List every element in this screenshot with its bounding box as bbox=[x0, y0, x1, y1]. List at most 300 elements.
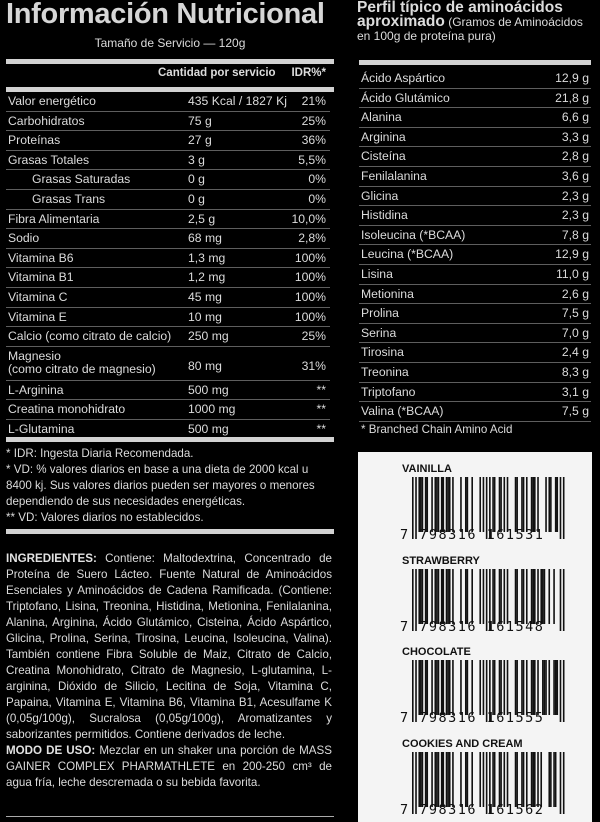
barcode-bar bbox=[446, 752, 448, 807]
barcode-bar bbox=[540, 569, 542, 624]
barcode-bar bbox=[426, 660, 428, 715]
barcode-bar bbox=[555, 752, 557, 807]
barcode-bar bbox=[537, 569, 539, 624]
barcode-bar bbox=[438, 752, 440, 807]
barcode-bar bbox=[443, 660, 445, 715]
barcode-bar bbox=[537, 660, 539, 715]
nutrient-idr: ** bbox=[316, 382, 326, 397]
amino-name: Isoleucina (*BCAA) bbox=[361, 227, 466, 242]
barcode-bar bbox=[436, 477, 438, 532]
table-row bbox=[359, 285, 591, 305]
divider bbox=[359, 60, 591, 65]
barcode-bar bbox=[534, 569, 536, 624]
barcode-bar bbox=[447, 569, 449, 624]
nutrient-name: Vitamina B6 bbox=[8, 250, 74, 265]
divider bbox=[6, 816, 334, 817]
barcode-bar bbox=[504, 752, 506, 807]
barcode-bar bbox=[452, 569, 454, 624]
barcode-bar bbox=[425, 660, 427, 715]
table-row bbox=[359, 245, 591, 265]
header-idr: IDR%* bbox=[291, 67, 326, 79]
barcode-bar bbox=[436, 660, 438, 715]
barcode-bar bbox=[479, 752, 481, 807]
table-row bbox=[359, 343, 591, 363]
footnotes bbox=[6, 446, 332, 526]
amino-title: Perfil típico de aminoácidos aproximado (Gramos de Aminoácidos en 100g de proteína pura) bbox=[357, 0, 583, 43]
table-row bbox=[6, 268, 330, 288]
barcode-bar bbox=[465, 660, 467, 715]
nutrient-idr: 36% bbox=[301, 133, 326, 148]
nutrient-amount: 250 mg bbox=[188, 329, 229, 344]
barcode-bar bbox=[422, 660, 424, 715]
amino-value: 3,1 g bbox=[561, 384, 589, 399]
barcode-bar bbox=[441, 477, 443, 532]
barcode-bar bbox=[467, 660, 469, 715]
barcode-bar bbox=[516, 752, 518, 807]
amino-value: 3,6 g bbox=[561, 168, 589, 183]
barcode-bar bbox=[418, 660, 420, 715]
barcode-bar bbox=[431, 569, 433, 624]
table-row bbox=[359, 69, 591, 89]
nutrient-name: L-Glutamina bbox=[8, 421, 75, 436]
nutrient-amount: 27 g bbox=[188, 133, 212, 148]
barcode-bar bbox=[467, 569, 469, 624]
barcode-bar bbox=[521, 477, 523, 532]
table-row bbox=[359, 383, 591, 403]
barcode-bar bbox=[499, 752, 501, 807]
barcode-bar bbox=[434, 569, 436, 624]
barcode-bar bbox=[425, 477, 427, 532]
footnote: * IDR: Ingesta Diaria Recomendada. bbox=[6, 447, 194, 460]
nutrient-idr: 10,0% bbox=[291, 211, 326, 226]
barcode-bar bbox=[531, 477, 533, 532]
barcode-bar bbox=[449, 752, 451, 807]
amino-value: 3,3 g bbox=[561, 129, 589, 144]
nutrient-name: Vitamina E bbox=[8, 309, 67, 324]
barcode-bar bbox=[420, 569, 422, 624]
amino-value: 7,0 g bbox=[561, 325, 589, 340]
amino-name: Lisina bbox=[361, 266, 393, 281]
amino-table bbox=[359, 69, 591, 422]
barcode-bar bbox=[449, 660, 451, 715]
amino-name: Treonina bbox=[361, 364, 409, 379]
barcode-bar bbox=[483, 752, 485, 807]
table-row bbox=[359, 324, 591, 344]
barcode-bar bbox=[504, 569, 506, 624]
nutrient-amount: 435 Kcal / 1827 Kj bbox=[188, 94, 287, 108]
barcode-bar bbox=[537, 752, 539, 807]
nutrient-amount: 2,5 g bbox=[188, 211, 216, 226]
amino-name: Arginina bbox=[361, 129, 406, 144]
barcode-bar bbox=[515, 752, 517, 807]
nutrient-idr: ** bbox=[316, 402, 326, 417]
barcode-bar bbox=[465, 569, 467, 624]
barcode-bar bbox=[443, 752, 445, 807]
barcode-bar bbox=[494, 477, 496, 532]
table-row bbox=[359, 167, 591, 187]
table-row bbox=[359, 89, 591, 109]
barcode-bar bbox=[438, 569, 440, 624]
table-row bbox=[359, 304, 591, 324]
barcode-bar bbox=[479, 660, 481, 715]
barcode-bar bbox=[499, 569, 501, 624]
barcode-bar bbox=[499, 477, 501, 532]
nutrient-name: Creatina monohidrato bbox=[8, 402, 126, 417]
barcode-bar bbox=[431, 477, 433, 532]
amino-value: 11,0 g bbox=[556, 266, 589, 281]
barcode-bar bbox=[431, 660, 433, 715]
barcode-bar bbox=[555, 477, 557, 532]
table-row bbox=[359, 265, 591, 285]
barcode-bar bbox=[500, 752, 502, 807]
barcode-bar bbox=[483, 569, 485, 624]
barcode-bar bbox=[521, 569, 523, 624]
amino-name: Metionina bbox=[361, 286, 414, 301]
barcode-bar bbox=[431, 752, 433, 807]
divider bbox=[6, 437, 334, 442]
barcode-bar bbox=[531, 752, 533, 807]
table-row bbox=[359, 206, 591, 226]
barcode-bar bbox=[563, 660, 565, 722]
barcode-bar bbox=[542, 660, 544, 715]
barcode-bar bbox=[441, 569, 443, 624]
barcode-bar bbox=[420, 660, 422, 715]
barcode-bar bbox=[534, 660, 536, 715]
nutrient-name: Valor energético bbox=[8, 94, 96, 108]
nutrient-idr: 100% bbox=[294, 250, 326, 265]
barcode-bar bbox=[436, 569, 438, 624]
barcode-bar bbox=[555, 660, 557, 715]
barcode-bar bbox=[443, 477, 445, 532]
barcode-bar bbox=[563, 752, 565, 814]
barcode-bar bbox=[446, 569, 448, 624]
barcode-number: 7 798316 161548 bbox=[400, 618, 545, 635]
barcode-bar bbox=[531, 569, 533, 624]
nutrient-idr: 100% bbox=[294, 309, 326, 324]
nutrient-idr: ** bbox=[316, 421, 326, 436]
nutrient-name: L-Arginina bbox=[8, 382, 64, 397]
amino-name: Leucina (*BCAA) bbox=[361, 247, 454, 262]
amino-value: 12,9 g bbox=[555, 71, 589, 85]
table-row bbox=[6, 92, 330, 112]
nutrient-idr: 0% bbox=[308, 191, 326, 206]
barcode-bar bbox=[500, 660, 502, 715]
barcode-bar bbox=[526, 752, 528, 807]
nutrient-amount: 500 mg bbox=[188, 382, 229, 397]
barcode-bar bbox=[452, 660, 454, 715]
barcode-bar bbox=[492, 660, 494, 715]
nutrient-name: Sodio bbox=[8, 231, 40, 246]
table-row bbox=[6, 347, 330, 381]
amino-name: Serina bbox=[361, 325, 397, 340]
nutrition-title: Información Nutricional bbox=[6, 0, 325, 30]
table-row bbox=[6, 288, 330, 308]
barcode-bar bbox=[420, 477, 422, 532]
barcode-bar bbox=[548, 569, 550, 624]
amino-value: 7,5 g bbox=[561, 404, 589, 419]
amino-name: Fenilalanina bbox=[361, 168, 427, 183]
amino-value: 12,9 g bbox=[555, 247, 589, 262]
table-row bbox=[6, 170, 330, 190]
barcode-bar bbox=[523, 660, 525, 715]
barcode-bar bbox=[452, 752, 454, 807]
barcode-cookies-and-cream bbox=[358, 729, 592, 821]
barcode-bar bbox=[465, 477, 467, 532]
barcode-bar bbox=[426, 752, 428, 807]
amino-name: Ácido Aspártico bbox=[361, 71, 446, 85]
table-row bbox=[359, 128, 591, 148]
table-row bbox=[6, 112, 330, 132]
barcode-strawberry bbox=[358, 546, 592, 638]
table-row bbox=[6, 210, 330, 230]
table-row bbox=[6, 229, 330, 249]
barcode-bar bbox=[483, 477, 485, 532]
barcode-bar bbox=[499, 660, 501, 715]
amino-name: Valina (*BCAA) bbox=[361, 404, 444, 419]
nutrient-name: Grasas Saturadas bbox=[32, 172, 131, 187]
nutrient-amount: 500 mg bbox=[188, 421, 229, 436]
amino-name: Histidina bbox=[361, 208, 408, 223]
barcode-bar bbox=[500, 569, 502, 624]
amino-name: Triptofano bbox=[361, 384, 416, 399]
barcode-bar bbox=[465, 752, 467, 807]
amino-name: Tirosina bbox=[361, 345, 404, 360]
barcode-bar bbox=[460, 752, 462, 807]
barcode-bar bbox=[436, 752, 438, 807]
barcode-bar bbox=[449, 477, 451, 532]
usage bbox=[6, 743, 332, 791]
barcode-bar bbox=[434, 477, 436, 532]
barcode-bar bbox=[471, 477, 473, 532]
barcode-bar bbox=[449, 569, 451, 624]
barcode-bar bbox=[422, 569, 424, 624]
barcode-bar bbox=[492, 752, 494, 807]
nutrient-name: Grasas Totales bbox=[8, 152, 90, 167]
barcode-bar bbox=[534, 752, 536, 807]
nutrient-name: Calcio (como citrato de calcio) bbox=[8, 329, 172, 344]
barcode-bar bbox=[532, 569, 534, 624]
nutrient-amount: 0 g bbox=[188, 172, 205, 187]
table-row bbox=[6, 151, 330, 171]
barcode-bar bbox=[550, 477, 552, 532]
barcode-bar bbox=[460, 477, 462, 532]
barcode-bar bbox=[467, 477, 469, 532]
barcode-number: 7 798316 161531 bbox=[400, 527, 545, 543]
barcode-bar bbox=[542, 569, 544, 624]
barcode-bar bbox=[553, 569, 555, 624]
barcode-bar bbox=[446, 477, 448, 532]
table-row bbox=[6, 249, 330, 269]
table-row bbox=[359, 226, 591, 246]
usage-label: MODO DE USO: bbox=[6, 744, 96, 757]
nutrient-idr: 0% bbox=[308, 172, 326, 187]
nutrient-amount: 80 mg bbox=[188, 358, 222, 373]
nutrient-idr: 2,8% bbox=[298, 231, 326, 246]
barcode-bar bbox=[441, 660, 443, 715]
barcode-bar bbox=[544, 569, 546, 624]
nutrient-name: Grasas Trans bbox=[32, 191, 106, 206]
barcode-bar bbox=[443, 569, 445, 624]
table-row bbox=[359, 187, 591, 207]
barcode-bar bbox=[553, 752, 555, 807]
nutrient-name: Magnesio (como citrato de magnesio) bbox=[8, 348, 156, 376]
barcode-bar bbox=[537, 477, 539, 532]
barcode-bar bbox=[516, 477, 518, 532]
amino-value: 7,8 g bbox=[561, 227, 589, 242]
barcode-bar bbox=[500, 477, 502, 532]
barcode-bar bbox=[452, 477, 454, 532]
amino-name: Ácido Glutámico bbox=[361, 90, 450, 105]
barcode-bar bbox=[494, 569, 496, 624]
barcode-bar bbox=[460, 660, 462, 715]
barcode-bar bbox=[434, 660, 436, 715]
barcode-bar bbox=[441, 752, 443, 807]
barcode-vainilla bbox=[358, 454, 592, 546]
footnote: ** VD: Valores diarios no establecidos. bbox=[6, 511, 204, 524]
barcode-bar bbox=[447, 477, 449, 532]
barcode-bar bbox=[540, 752, 542, 807]
amino-value: 2,6 g bbox=[561, 286, 589, 301]
barcode-bar bbox=[494, 752, 496, 807]
barcode-number: 7 798316 161562 bbox=[400, 801, 545, 818]
nutrient-amount: 1,2 mg bbox=[188, 270, 226, 285]
amino-value: 2,4 g bbox=[561, 345, 589, 360]
ingredients-label: INGREDIENTES: bbox=[6, 552, 97, 565]
barcode-bar bbox=[526, 569, 528, 624]
barcode-bar bbox=[532, 477, 534, 532]
table-row bbox=[359, 147, 591, 167]
nutrient-idr: 100% bbox=[294, 270, 326, 285]
nutrient-idr: 25% bbox=[301, 329, 326, 344]
table-header bbox=[6, 67, 330, 87]
barcode-bar bbox=[548, 477, 550, 532]
barcode-bar bbox=[507, 477, 509, 532]
amino-name: Alanina bbox=[361, 110, 402, 125]
barcode-number: 7 798316 161555 bbox=[400, 710, 545, 726]
nutrient-name: Carbohidratos bbox=[8, 113, 85, 128]
barcode-bar bbox=[556, 660, 558, 715]
barcode-bar bbox=[446, 660, 448, 715]
barcode-bar bbox=[563, 477, 565, 539]
barcode-bar bbox=[425, 569, 427, 624]
barcode-bar bbox=[492, 477, 494, 532]
barcode-bar bbox=[467, 752, 469, 807]
barcode-bar bbox=[507, 569, 509, 624]
nutrient-idr: 31% bbox=[301, 358, 326, 373]
barcode-bar bbox=[550, 752, 552, 807]
table-row bbox=[6, 308, 330, 328]
barcode-bar bbox=[526, 660, 528, 715]
barcode-bar bbox=[426, 569, 428, 624]
barcode-bar bbox=[438, 660, 440, 715]
barcode-bar bbox=[548, 660, 550, 715]
nutrient-name: Vitamina B1 bbox=[8, 270, 74, 285]
ingredients-text: Contiene: Maltodextrina, Concentrado de Proteína de Suero Lácteo. Fuente Natural de Aminoácidos Esenciales y Aminoácidos de Cadena Ramificada. (Contiene: Triptofano, Lisina, Treonina, Histidina, Metionina, Fenilalanina, Alanina, Arginina, Ácido Glutámico, Cisteina, Ácido Aspártico, Glicina, Prolina, Serina, Tirosina, Leucina, Isoleucina, Valina). También contiene Fibra Soluble de Maiz, Citrato de Calcio, Creatina Monohidrato, Citrato de Magnesio, L-glutamina, L-arginina, Dióxido de Silicio, Lecitina de Soja, Vitamina C, Papaina, Vitamina E, Vitamina B6, Vitamina B1, Acesulfame K (0,05g/100g), Sucralosa (0,05g/100g), Aromatizantes y saborizantes permitidos. Contiene derivados de leche. bbox=[6, 552, 332, 741]
barcode-bar bbox=[447, 752, 449, 807]
nutrient-amount: 1000 mg bbox=[188, 402, 236, 417]
table-row bbox=[6, 381, 330, 401]
barcode-bar bbox=[545, 660, 547, 715]
barcode-bar bbox=[422, 477, 424, 532]
barcode-bar bbox=[521, 752, 523, 807]
barcode-bar bbox=[526, 477, 528, 532]
barcode-bar bbox=[425, 752, 427, 807]
barcode-bar bbox=[523, 477, 525, 532]
barcode-bar bbox=[515, 569, 517, 624]
amino-name: Cisteína bbox=[361, 149, 406, 164]
table-row bbox=[359, 363, 591, 383]
flavor-label: COOKIES AND CREAM bbox=[402, 737, 523, 750]
nutrient-idr: 5,5% bbox=[298, 152, 326, 167]
barcode-bar bbox=[563, 569, 565, 631]
barcode-bar bbox=[532, 752, 534, 807]
serving-size: Tamaño de Servicio — 120g bbox=[94, 36, 246, 50]
barcode-bar bbox=[494, 660, 496, 715]
barcode-bar bbox=[418, 477, 420, 532]
barcode-bar bbox=[434, 752, 436, 807]
nutrient-amount: 3 g bbox=[188, 152, 205, 167]
nutrient-idr: 21% bbox=[301, 94, 326, 108]
table-row bbox=[6, 131, 330, 151]
barcode-bar bbox=[531, 660, 533, 715]
table-row bbox=[6, 190, 330, 210]
flavor-label: STRAWBERRY bbox=[402, 554, 480, 567]
table-row bbox=[6, 400, 330, 420]
amino-value: 21,8 g bbox=[555, 90, 589, 105]
footnote: * VD: % valores diarios en base a una dieta de 2000 kcal u 8400 kj. Sus valores diarios pueden ser mayores o menores dependiendo de sus necesidades energéticas. bbox=[6, 463, 315, 508]
barcode-bar bbox=[532, 660, 534, 715]
nutrient-idr: 25% bbox=[301, 113, 326, 128]
barcode-bar bbox=[523, 752, 525, 807]
barcode-chocolate bbox=[358, 637, 592, 729]
barcode-bar bbox=[418, 752, 420, 807]
table-row bbox=[6, 327, 330, 347]
barcode-bar bbox=[479, 477, 481, 532]
barcode-bar bbox=[479, 569, 481, 624]
barcode-bar bbox=[483, 660, 485, 715]
barcode-bar bbox=[492, 569, 494, 624]
nutrient-idr: 100% bbox=[294, 289, 326, 304]
barcode-bar bbox=[471, 660, 473, 715]
usage-text: Mezclar en un shaker una porción de MASS GAINER COMPLEX PHARMATHLETE en 200-250 cm³ de agua fría, leche descremada o su bebida favorita. bbox=[6, 744, 332, 789]
nutrient-amount: 0 g bbox=[188, 191, 205, 206]
barcode-bar bbox=[507, 752, 509, 807]
barcode-bar bbox=[507, 660, 509, 715]
barcode-bar bbox=[504, 477, 506, 532]
barcode-bar bbox=[515, 477, 517, 532]
barcode-bar bbox=[523, 569, 525, 624]
barcode-bar bbox=[521, 660, 523, 715]
nutrient-amount: 75 g bbox=[188, 113, 212, 128]
flavor-label: VAINILLA bbox=[402, 463, 452, 475]
barcode-bar bbox=[534, 477, 536, 532]
nutrient-amount: 45 mg bbox=[188, 289, 222, 304]
barcode-bar bbox=[447, 660, 449, 715]
header-amount: Cantidad por servicio bbox=[158, 67, 276, 79]
barcode-bar bbox=[548, 752, 550, 807]
divider bbox=[6, 59, 334, 64]
barcode-bar bbox=[418, 569, 420, 624]
barcode-bar bbox=[556, 477, 558, 532]
barcode-panel bbox=[358, 452, 592, 822]
amino-value: 7,5 g bbox=[561, 306, 589, 321]
ingredients bbox=[6, 551, 332, 743]
flavor-label: CHOCOLATE bbox=[402, 646, 471, 658]
barcode-bar bbox=[545, 477, 547, 532]
barcode-bar bbox=[471, 569, 473, 624]
amino-value: 2,8 g bbox=[561, 149, 589, 164]
nutrition-table bbox=[6, 67, 330, 440]
